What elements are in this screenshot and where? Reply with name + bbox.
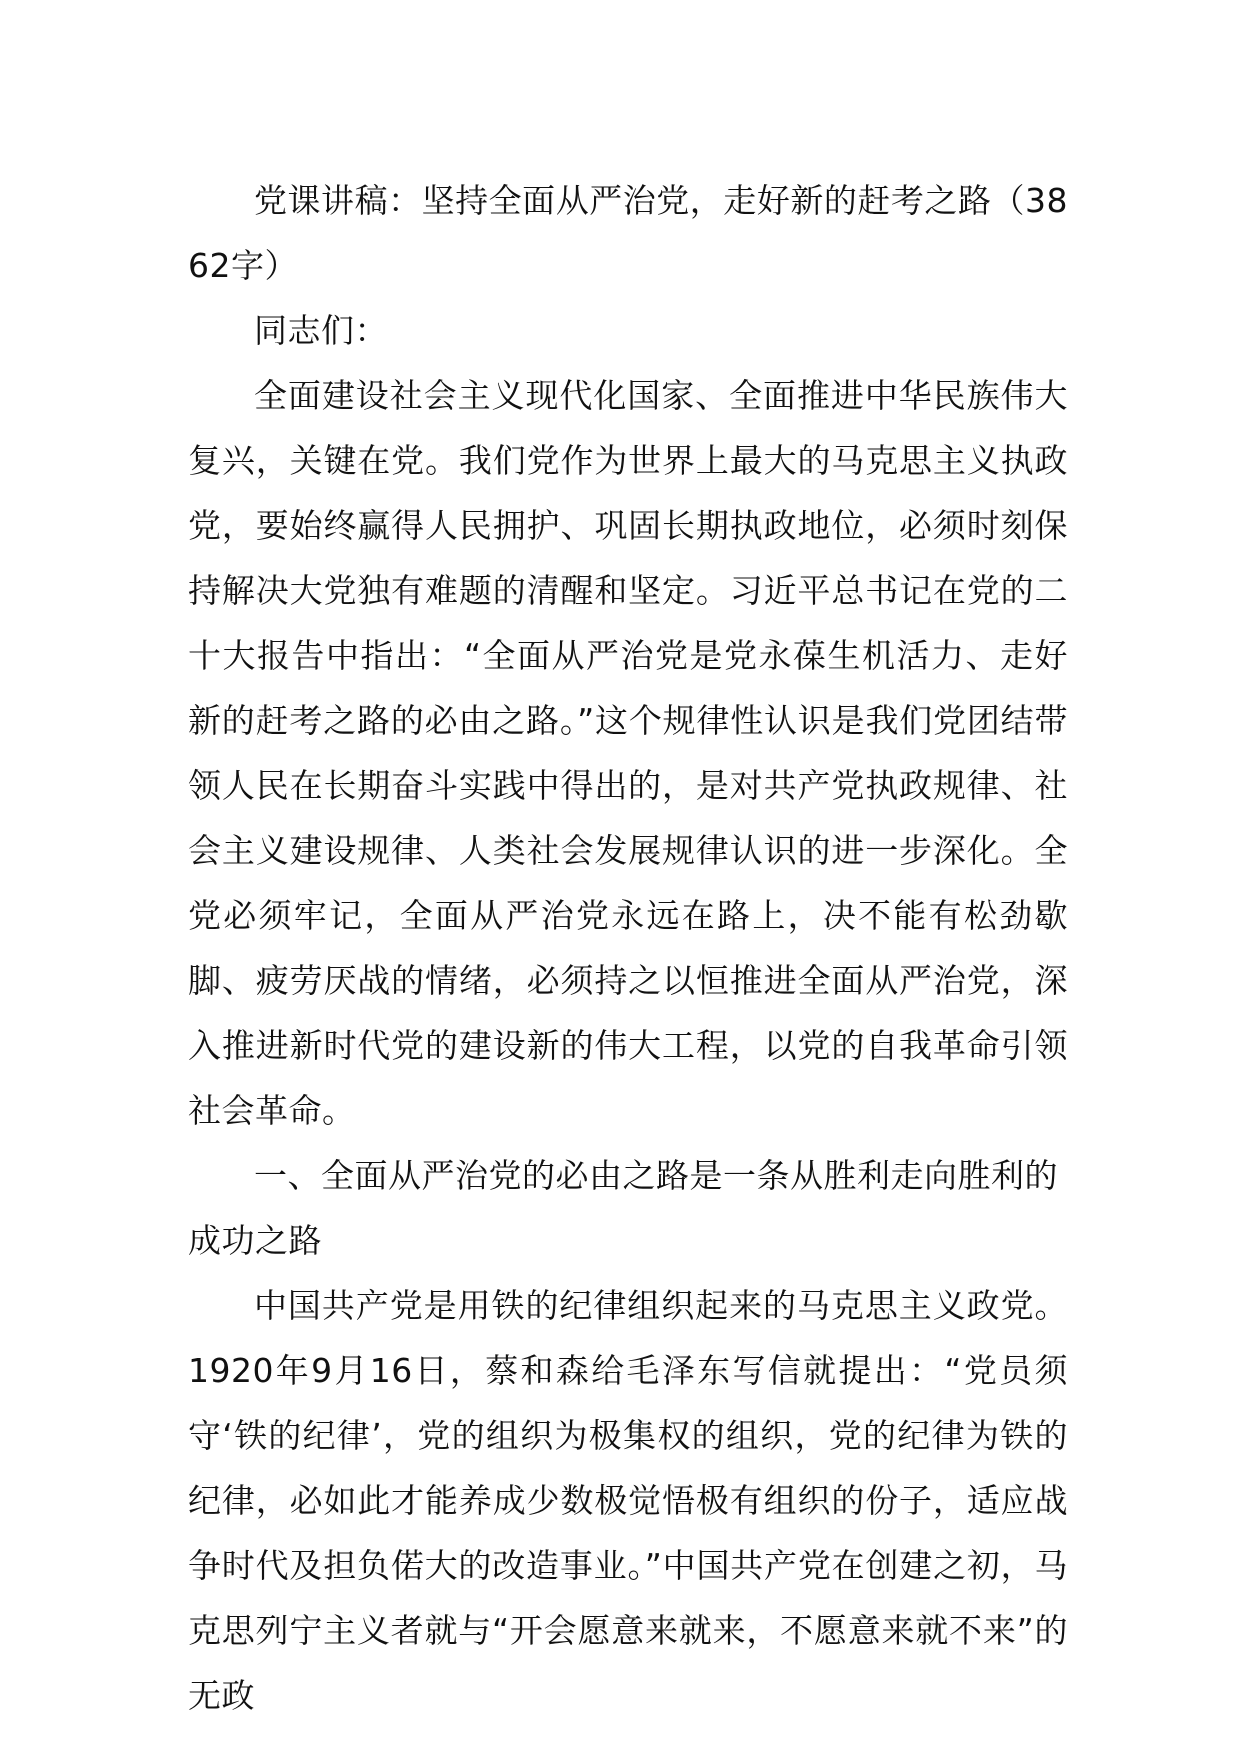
paragraph-2: 中国共产党是用铁的纪律组织起来的马克思主义政党。1920年9月16日，蔡和森给毛泽东写信就提出：“党员须守‘铁的纪律’，党的组织为极集权的组织，党的纪律为铁的纪律，必如此才能养成少数极觉悟极有组织的份子，适应战争时代及担负偌大的改造事业。”中国共产党在创建之初，马克思列宁主义者就与“开会愿意来就来，不愿意来就不来”的无政 [188,1286,1068,1715]
section-1-heading: 一、全面从严治党的必由之路是一条从胜利走向胜利的成功之路 [188,1156,1058,1260]
paragraph-1: 全面建设社会主义现代化国家、全面推进中华民族伟大复兴，关键在党。我们党作为世界上最大的马克思主义执政党，要始终赢得人民拥护、巩固长期执政地位，必须时刻保持解决大党独有难题的清醒和坚定。习近平总书记在党的二十大报告中指出：“全面从严治党是党永葆生机活力、走好新的赶考之路的必由之路。”这个规律性认识是我们党团结带领人民在长期奋斗实践中得出的，是对共产党执政规律、社会主义建设规律、人类社会发展规律认识的进一步深化。全党必须牢记，全面从严治党永远在路上，决不能有松劲歇脚、疲劳厌战的情绪，必须持之以恒推进全面从严治党，深入推进新时代党的建设新的伟大工程，以党的自我革命引领社会革命。 [188,376,1068,1130]
document-body [188,168,1068,1728]
document-title: 党课讲稿：坚持全面从严治党，走好新的赶考之路（3862字） [188,181,1068,285]
greeting: 同志们： [254,311,388,350]
